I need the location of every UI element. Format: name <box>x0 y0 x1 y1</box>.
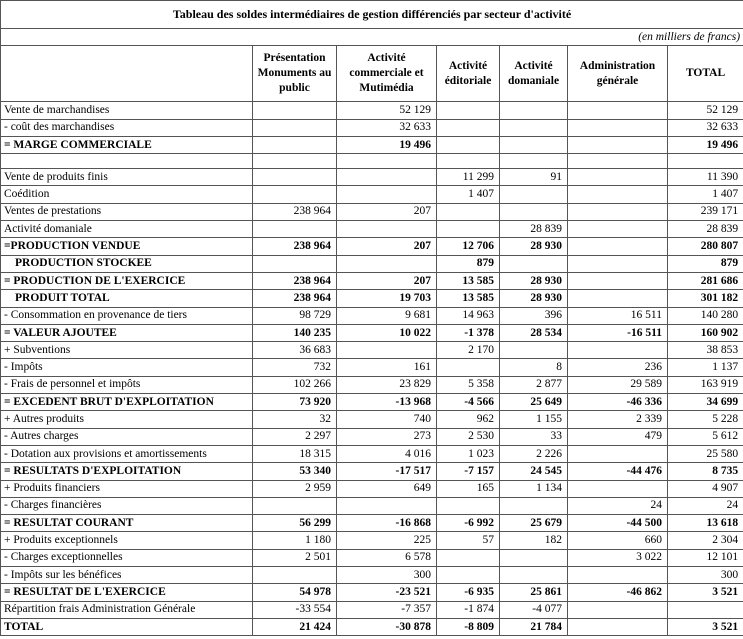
table-row <box>1 567 743 584</box>
value-cell: 73 920 <box>253 394 337 411</box>
value-cell: 13 585 <box>437 290 500 307</box>
table-row <box>1 411 743 428</box>
row-label: Ventes de prestations <box>1 203 253 220</box>
spacer-row <box>1 154 743 169</box>
value-cell <box>500 119 568 136</box>
table-row <box>1 307 743 324</box>
value-cell: 21 784 <box>500 618 568 635</box>
value-cell: -7 157 <box>437 463 500 480</box>
row-label: - Charges financières <box>1 497 253 514</box>
value-cell <box>568 203 668 220</box>
value-cell <box>437 567 500 584</box>
table-title: Tableau des soldes intermédiaires de gestion différenciés par secteur d'activité <box>1 1 743 29</box>
value-cell: 13 585 <box>437 272 500 289</box>
value-cell: 1 137 <box>668 359 743 376</box>
value-cell: 238 964 <box>253 290 337 307</box>
value-cell <box>437 221 500 238</box>
value-cell: 165 <box>437 480 500 497</box>
value-cell: 52 129 <box>668 102 743 119</box>
row-label: + Autres produits <box>1 411 253 428</box>
table-row <box>1 463 743 480</box>
row-label: = MARGE COMMERCIALE <box>1 136 253 153</box>
value-cell: 57 <box>437 532 500 549</box>
value-cell: 32 633 <box>337 119 437 136</box>
row-label: = RESULTAT COURANT <box>1 515 253 532</box>
value-cell: -23 521 <box>337 584 437 601</box>
value-cell <box>253 186 337 203</box>
value-cell: 34 699 <box>668 394 743 411</box>
value-cell: 2 530 <box>437 428 500 445</box>
unit-row-blank <box>1 29 668 46</box>
row-label: Répartition frais Administration Générale <box>1 601 253 618</box>
value-cell: 649 <box>337 480 437 497</box>
row-label: + Produits exceptionnels <box>1 532 253 549</box>
value-cell: 160 902 <box>668 324 743 341</box>
table-row <box>1 515 743 532</box>
value-cell: 8 <box>500 359 568 376</box>
table-row <box>1 428 743 445</box>
value-cell: 29 589 <box>568 376 668 393</box>
value-cell <box>337 255 437 272</box>
row-label: Vente de marchandises <box>1 102 253 119</box>
value-cell <box>337 221 437 238</box>
value-cell: -13 968 <box>337 394 437 411</box>
table-row <box>1 376 743 393</box>
value-cell <box>568 119 668 136</box>
value-cell: 24 <box>568 497 668 514</box>
row-label: - Impôts sur les bénéfices <box>1 567 253 584</box>
value-cell: 25 861 <box>500 584 568 601</box>
table-row <box>1 359 743 376</box>
value-cell <box>500 203 568 220</box>
value-cell <box>568 290 668 307</box>
table-row <box>1 203 743 220</box>
table-row <box>1 480 743 497</box>
value-cell: 207 <box>337 272 437 289</box>
value-cell: 25 649 <box>500 394 568 411</box>
value-cell: 1 023 <box>437 445 500 462</box>
value-cell: 2 877 <box>500 376 568 393</box>
value-cell <box>437 549 500 566</box>
value-cell: 11 299 <box>437 169 500 186</box>
value-cell: 879 <box>668 255 743 272</box>
value-cell: 301 182 <box>668 290 743 307</box>
table-row <box>1 394 743 411</box>
value-cell <box>253 136 337 153</box>
value-cell: 140 235 <box>253 324 337 341</box>
value-cell <box>668 601 743 618</box>
value-cell: 28 930 <box>500 272 568 289</box>
table-row <box>1 618 743 635</box>
value-cell: 280 807 <box>668 238 743 255</box>
row-label: - Consommation en provenance de tiers <box>1 307 253 324</box>
value-cell: 1 134 <box>500 480 568 497</box>
value-cell <box>568 169 668 186</box>
value-cell: 2 501 <box>253 549 337 566</box>
value-cell: 98 729 <box>253 307 337 324</box>
value-cell <box>253 102 337 119</box>
value-cell <box>568 567 668 584</box>
value-cell: 53 340 <box>253 463 337 480</box>
value-cell: 660 <box>568 532 668 549</box>
col-header-administration: Administration générale <box>568 46 668 102</box>
spacer-cell <box>668 154 743 169</box>
value-cell <box>253 119 337 136</box>
value-cell: 23 829 <box>337 376 437 393</box>
value-cell: 1 155 <box>500 411 568 428</box>
value-cell: 33 <box>500 428 568 445</box>
value-cell <box>500 549 568 566</box>
value-cell <box>568 601 668 618</box>
value-cell: 3 521 <box>668 618 743 635</box>
value-cell <box>568 618 668 635</box>
value-cell: 182 <box>500 532 568 549</box>
value-cell: -16 868 <box>337 515 437 532</box>
value-cell <box>568 272 668 289</box>
value-cell: -16 511 <box>568 324 668 341</box>
table-row <box>1 290 743 307</box>
value-cell <box>500 342 568 359</box>
value-cell: -46 336 <box>568 394 668 411</box>
col-header-editoriale: Activité éditoriale <box>437 46 500 102</box>
value-cell: 163 919 <box>668 376 743 393</box>
value-cell: 2 339 <box>568 411 668 428</box>
table-row <box>1 324 743 341</box>
row-label: - Dotation aux provisions et amortissements <box>1 445 253 462</box>
value-cell: 102 266 <box>253 376 337 393</box>
row-label: PRODUIT TOTAL <box>1 290 253 307</box>
value-cell: 1 407 <box>668 186 743 203</box>
value-cell <box>568 255 668 272</box>
value-cell: 12 101 <box>668 549 743 566</box>
value-cell: 281 686 <box>668 272 743 289</box>
value-cell: 6 578 <box>337 549 437 566</box>
row-label: TOTAL <box>1 618 253 635</box>
value-cell: -30 878 <box>337 618 437 635</box>
row-label: = VALEUR AJOUTEE <box>1 324 253 341</box>
value-cell: 3 022 <box>568 549 668 566</box>
unit-note: (en milliers de francs) <box>668 29 743 46</box>
value-cell: 396 <box>500 307 568 324</box>
value-cell <box>253 221 337 238</box>
spacer-cell <box>337 154 437 169</box>
label-header <box>1 46 253 102</box>
value-cell <box>337 186 437 203</box>
value-cell: 38 853 <box>668 342 743 359</box>
value-cell: 21 424 <box>253 618 337 635</box>
value-cell: 732 <box>253 359 337 376</box>
value-cell <box>568 102 668 119</box>
value-cell: 10 022 <box>337 324 437 341</box>
value-cell: 300 <box>668 567 743 584</box>
value-cell: 238 964 <box>253 272 337 289</box>
row-label: - Autres charges <box>1 428 253 445</box>
value-cell <box>437 102 500 119</box>
spacer-cell <box>1 154 253 169</box>
table-row <box>1 221 743 238</box>
value-cell: -1 378 <box>437 324 500 341</box>
value-cell: -6 992 <box>437 515 500 532</box>
value-cell: 11 390 <box>668 169 743 186</box>
table-row <box>1 549 743 566</box>
row-label: Vente de produits finis <box>1 169 253 186</box>
value-cell: 12 706 <box>437 238 500 255</box>
value-cell <box>568 221 668 238</box>
spacer-cell <box>500 154 568 169</box>
value-cell <box>568 342 668 359</box>
value-cell: 2 170 <box>437 342 500 359</box>
row-label: + Produits financiers <box>1 480 253 497</box>
value-cell: 28 839 <box>500 221 568 238</box>
value-cell: -7 357 <box>337 601 437 618</box>
value-cell: 32 633 <box>668 119 743 136</box>
value-cell <box>253 497 337 514</box>
value-cell <box>500 497 568 514</box>
row-label: = RESULTAT DE L'EXERCICE <box>1 584 253 601</box>
row-label: - Impôts <box>1 359 253 376</box>
value-cell: 5 358 <box>437 376 500 393</box>
table-row <box>1 532 743 549</box>
table-row <box>1 169 743 186</box>
table-row <box>1 497 743 514</box>
value-cell: 1 407 <box>437 186 500 203</box>
value-cell <box>437 359 500 376</box>
value-cell <box>437 497 500 514</box>
row-label: Coédition <box>1 186 253 203</box>
value-cell: 91 <box>500 169 568 186</box>
value-cell <box>568 136 668 153</box>
value-cell: 161 <box>337 359 437 376</box>
value-cell <box>253 169 337 186</box>
value-cell: 879 <box>437 255 500 272</box>
value-cell: 962 <box>437 411 500 428</box>
value-cell: 19 496 <box>337 136 437 153</box>
table-row <box>1 272 743 289</box>
value-cell: 225 <box>337 532 437 549</box>
col-header-domaniale: Activité domaniale <box>500 46 568 102</box>
row-label: + Subventions <box>1 342 253 359</box>
value-cell: 740 <box>337 411 437 428</box>
value-cell: -44 476 <box>568 463 668 480</box>
value-cell: 3 521 <box>668 584 743 601</box>
value-cell: 25 580 <box>668 445 743 462</box>
value-cell: 18 315 <box>253 445 337 462</box>
value-cell: 13 618 <box>668 515 743 532</box>
value-cell: -44 500 <box>568 515 668 532</box>
spacer-cell <box>437 154 500 169</box>
value-cell: 5 612 <box>668 428 743 445</box>
value-cell <box>568 480 668 497</box>
table-row <box>1 136 743 153</box>
table-row <box>1 119 743 136</box>
value-cell: -46 862 <box>568 584 668 601</box>
value-cell: 2 297 <box>253 428 337 445</box>
value-cell: -8 809 <box>437 618 500 635</box>
table-row <box>1 342 743 359</box>
value-cell: 16 511 <box>568 307 668 324</box>
value-cell: 2 959 <box>253 480 337 497</box>
row-label: PRODUCTION STOCKEE <box>1 255 253 272</box>
value-cell: 1 180 <box>253 532 337 549</box>
table-row <box>1 584 743 601</box>
value-cell: 36 683 <box>253 342 337 359</box>
value-cell: 2 304 <box>668 532 743 549</box>
value-cell: 4 016 <box>337 445 437 462</box>
value-cell: -33 554 <box>253 601 337 618</box>
spacer-cell <box>253 154 337 169</box>
value-cell: 24 545 <box>500 463 568 480</box>
value-cell: 28 839 <box>668 221 743 238</box>
value-cell: 52 129 <box>337 102 437 119</box>
value-cell: -6 935 <box>437 584 500 601</box>
value-cell: 207 <box>337 238 437 255</box>
value-cell <box>568 238 668 255</box>
value-cell: 9 681 <box>337 307 437 324</box>
col-header-commerciale: Activité commerciale et Mutimédia <box>337 46 437 102</box>
value-cell: 207 <box>337 203 437 220</box>
col-header-monuments: Présentation Monuments au public <box>253 46 337 102</box>
row-label: = PRODUCTION DE L'EXERCICE <box>1 272 253 289</box>
value-cell <box>337 497 437 514</box>
row-label: Activité domaniale <box>1 221 253 238</box>
value-cell <box>337 169 437 186</box>
value-cell: 479 <box>568 428 668 445</box>
value-cell: 140 280 <box>668 307 743 324</box>
value-cell <box>437 119 500 136</box>
value-cell <box>500 136 568 153</box>
value-cell: 300 <box>337 567 437 584</box>
value-cell <box>500 255 568 272</box>
table-row <box>1 601 743 618</box>
value-cell <box>500 567 568 584</box>
row-label: = EXCEDENT BRUT D'EXPLOITATION <box>1 394 253 411</box>
table-row <box>1 238 743 255</box>
value-cell <box>568 445 668 462</box>
row-label: - coût des marchandises <box>1 119 253 136</box>
value-cell <box>253 255 337 272</box>
value-cell: 56 299 <box>253 515 337 532</box>
value-cell: -1 874 <box>437 601 500 618</box>
value-cell: 19 496 <box>668 136 743 153</box>
value-cell: 238 964 <box>253 238 337 255</box>
value-cell: 28 534 <box>500 324 568 341</box>
value-cell: 2 226 <box>500 445 568 462</box>
value-cell: 19 703 <box>337 290 437 307</box>
spacer-cell <box>568 154 668 169</box>
row-label: - Charges exceptionnelles <box>1 549 253 566</box>
value-cell: 28 930 <box>500 238 568 255</box>
value-cell: 14 963 <box>437 307 500 324</box>
value-cell: 8 735 <box>668 463 743 480</box>
value-cell: 54 978 <box>253 584 337 601</box>
value-cell: 5 228 <box>668 411 743 428</box>
value-cell <box>500 102 568 119</box>
value-cell <box>337 342 437 359</box>
value-cell: 239 171 <box>668 203 743 220</box>
value-cell: 24 <box>668 497 743 514</box>
row-label: =PRODUCTION VENDUE <box>1 238 253 255</box>
value-cell <box>568 186 668 203</box>
table-row <box>1 445 743 462</box>
value-cell <box>500 186 568 203</box>
value-cell: 28 930 <box>500 290 568 307</box>
value-cell: 236 <box>568 359 668 376</box>
value-cell: -4 566 <box>437 394 500 411</box>
value-cell <box>437 136 500 153</box>
table-row <box>1 102 743 119</box>
value-cell: 25 679 <box>500 515 568 532</box>
value-cell: 238 964 <box>253 203 337 220</box>
table-row <box>1 186 743 203</box>
value-cell: 4 907 <box>668 480 743 497</box>
value-cell: -17 517 <box>337 463 437 480</box>
row-label: - Frais de personnel et impôts <box>1 376 253 393</box>
value-cell: 32 <box>253 411 337 428</box>
value-cell <box>437 203 500 220</box>
value-cell: -4 077 <box>500 601 568 618</box>
table-row <box>1 255 743 272</box>
value-cell <box>253 567 337 584</box>
col-header-total: TOTAL <box>668 46 743 102</box>
value-cell: 273 <box>337 428 437 445</box>
row-label: = RESULTATS D'EXPLOITATION <box>1 463 253 480</box>
